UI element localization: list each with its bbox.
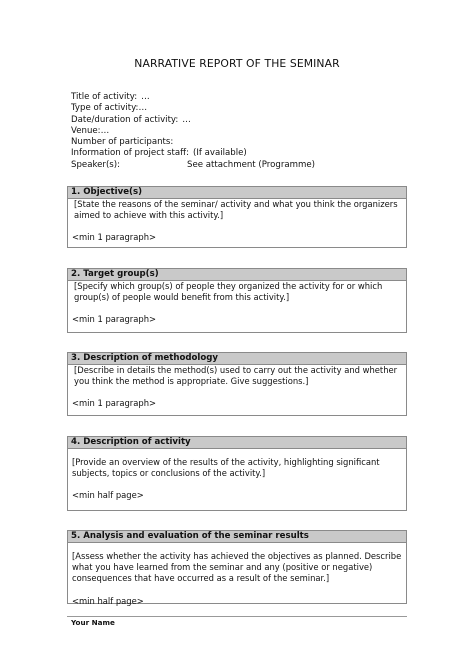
section-body [68, 449, 406, 502]
info-number-of-participants [71, 137, 247, 148]
section-length-note: <min 1 paragraph> [72, 232, 157, 243]
info-label: Type of activity: [71, 103, 139, 114]
info-value: (If available) [192, 148, 247, 159]
footer-author-name: Your Name [71, 618, 115, 627]
info-title-of-activity [71, 92, 247, 103]
section-length-note: <min 1 paragraph> [72, 398, 157, 409]
activity-info [71, 92, 316, 171]
info-value: … [100, 125, 110, 136]
section-heading: 1. Objective(s) [68, 187, 406, 199]
info-venue [71, 126, 247, 137]
section-target-groups [67, 268, 407, 333]
section-analysis-evaluation [67, 530, 407, 604]
section-body [68, 365, 406, 410]
footer-divider [67, 616, 407, 617]
page-title: NARRATIVE REPORT OF THE SEMINAR [134, 57, 340, 70]
info-label: Date/duration of activity: [71, 114, 179, 125]
info-label: Speaker(s): [71, 159, 121, 170]
info-date-duration [71, 115, 247, 126]
section-heading: 2. Target group(s) [68, 269, 406, 281]
info-project-staff [71, 148, 247, 159]
info-label: Information of project staff: [71, 148, 189, 159]
section-activity-description [67, 436, 407, 511]
section-body [68, 543, 406, 607]
info-value: … [141, 92, 150, 102]
info-type-of-activity [71, 103, 247, 114]
info-value: … [182, 114, 191, 125]
info-speakers [71, 159, 316, 171]
section-body [68, 199, 406, 244]
info-label: Venue: [71, 125, 101, 136]
section-methodology [67, 352, 407, 416]
section-description: [State the reasons of the seminar/ activity and what you think the organizers aimed to achieve with this activity.] [74, 199, 398, 221]
section-heading: 3. Description of methodology [68, 353, 406, 365]
section-body [68, 281, 406, 326]
section-description: [Describe in details the method(s) used to carry out the activity and whether you think the method is appropriate. Give suggestions.] [74, 365, 398, 387]
section-heading: 4. Description of activity [68, 437, 406, 449]
section-description: [Specify which group(s) of people they organized the activity for or which group(s) of people would benefit from this activity.] [74, 281, 383, 303]
section-length-note: <min 1 paragraph> [72, 314, 157, 325]
section-description: [Assess whether the activity has achieved the objectives as planned. Describe what you have learned from the seminar and any (positive or negative) consequences that have occurred as a result of the seminar.] [72, 551, 402, 584]
section-objectives [67, 186, 407, 248]
section-length-note: <min half page> [72, 595, 144, 606]
section-description: [Provide an overview of the results of the activity, highlighting significant subjects, topics or conclusions of the activity.] [72, 457, 380, 479]
section-heading: 5. Analysis and evaluation of the seminar results [68, 531, 406, 543]
info-label: Number of participants: [71, 137, 174, 148]
info-label: Title of activity: [71, 92, 138, 102]
section-length-note: <min half page> [72, 490, 144, 501]
info-value: … [138, 103, 148, 114]
info-value: See attachment (Programme) [187, 159, 316, 170]
